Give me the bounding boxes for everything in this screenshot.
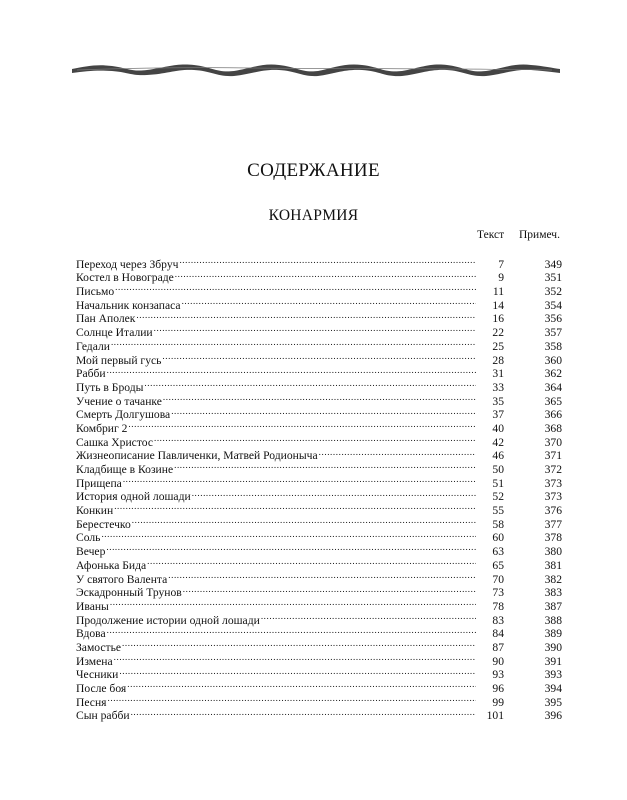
toc-entry-title: Солнце Италии [76, 326, 153, 340]
toc-entry-title: Продолжение истории одной лошади [76, 613, 260, 627]
toc-entry-title: После боя [76, 682, 127, 695]
toc-entry-title: Чесники [76, 668, 119, 682]
dot-leader [126, 678, 476, 692]
dot-leader [118, 665, 476, 679]
toc-entry-note-page: 387 [544, 599, 562, 613]
toc-entry-note-page: 372 [544, 463, 562, 476]
toc-entry-title: Начальник конзапаса [76, 298, 181, 312]
dot-leader [153, 322, 476, 336]
toc-entry-text-page: 90 [492, 654, 504, 668]
toc-entry-note-page: 371 [544, 449, 562, 463]
toc-entry-note-page: 383 [544, 586, 562, 600]
dot-leader [318, 446, 476, 460]
toc-entry-text-page: 28 [492, 353, 504, 367]
toc-entry-title: Смерть Долгушова [76, 408, 171, 422]
table-of-contents [76, 254, 564, 723]
toc-entry-note-page: 366 [544, 408, 562, 422]
toc-entry-note-page: 362 [544, 367, 562, 381]
toc-entry-text-page: 9 [498, 271, 504, 285]
toc-entry-text-page: 40 [492, 421, 504, 435]
toc-entry-note-page: 352 [544, 285, 562, 299]
toc-entry-text-page: 7 [498, 257, 504, 271]
toc-entry-title: Измена [76, 654, 113, 668]
toc-entry-text-page: 58 [492, 517, 504, 531]
dot-leader [174, 268, 476, 282]
toc-entry-title: Рабби [76, 367, 106, 381]
toc-entry-note-page: 365 [544, 394, 562, 408]
toc-entry-note-page: 356 [544, 312, 562, 326]
dot-leader [113, 651, 476, 665]
dot-leader [109, 596, 476, 610]
toc-entry-note-page: 393 [544, 668, 562, 682]
toc-entry-text-page: 73 [492, 586, 504, 600]
toc-entry-title: Учение о тачанке [76, 394, 162, 408]
toc-entry-title: Иваны [76, 599, 109, 613]
dot-leader [122, 473, 476, 487]
toc-entry-text-page: 25 [492, 339, 504, 353]
toc-entry-note-page: 357 [544, 326, 562, 340]
toc-entry-title: Путь в Броды [76, 380, 144, 394]
toc-entry-note-page: 354 [544, 298, 562, 312]
toc-entry-text-page: 37 [492, 408, 504, 422]
toc-entry-note-page: 373 [544, 490, 562, 504]
dot-leader [127, 418, 476, 432]
toc-entry-text-page: 22 [492, 326, 504, 340]
toc-entry-title: У святого Валента [76, 572, 168, 586]
toc-entry-note-page: 391 [544, 654, 562, 668]
dot-leader [143, 377, 476, 391]
toc-entry-text-page: 63 [492, 545, 504, 559]
toc-entry-title: Письмо [76, 285, 115, 299]
toc-entry-text-page: 11 [492, 285, 504, 299]
toc-entry-title: Эскадронный Трунов [76, 586, 182, 600]
toc-entry-note-page: 389 [544, 627, 562, 641]
toc-entry-text-page: 96 [492, 682, 504, 695]
toc-entry-note-page: 351 [544, 271, 562, 285]
toc-entry-text-page: 60 [492, 531, 504, 545]
toc-entry-title: Берестечко [76, 517, 131, 531]
toc-entry-title: Прищепа [76, 476, 122, 490]
toc-entry-text-page: 83 [492, 613, 504, 627]
toc-entry-title: Кладбище в Козине [76, 463, 174, 476]
toc-entry-text-page: 78 [492, 599, 504, 613]
toc-entry-title: Сын рабби [76, 709, 130, 723]
decorative-wave-ornament [72, 56, 560, 82]
dot-leader [113, 500, 476, 514]
toc-entry-text-page: 93 [492, 668, 504, 682]
dot-leader [173, 459, 476, 473]
toc-entry-note-page: 368 [544, 421, 562, 435]
toc-entry-title: Замостье [76, 640, 122, 654]
toc-entry-title: Афонька Бида [76, 558, 147, 572]
dot-leader [162, 391, 476, 405]
dot-leader [161, 350, 476, 364]
toc-entry-note-page: 358 [544, 339, 562, 353]
toc-entry-text-page: 101 [486, 709, 504, 723]
toc-entry-note-page: 360 [544, 353, 562, 367]
dot-leader [182, 583, 476, 597]
toc-entry-text-page: 99 [492, 695, 504, 709]
toc-entry-note-page: 381 [544, 558, 562, 572]
dot-leader [121, 637, 476, 651]
toc-entry-title: Конкин [76, 504, 114, 518]
dot-leader [146, 555, 476, 569]
toc-entry-text-page: 87 [492, 640, 504, 654]
toc-entry-title: Вечер [76, 545, 106, 559]
toc-entry-note-page: 370 [544, 435, 562, 449]
dot-leader [167, 569, 476, 583]
dot-leader [106, 624, 476, 638]
dot-leader [181, 295, 476, 309]
toc-entry-text-page: 31 [492, 367, 504, 381]
toc-entry-text-page: 51 [492, 476, 504, 490]
toc-entry-note-page: 364 [544, 380, 562, 394]
toc-entry-title: Песня [76, 695, 107, 709]
toc-entry-note-page: 378 [544, 531, 562, 545]
toc-entry-title: Сашка Христос [76, 435, 153, 449]
toc-entry-note-page: 376 [544, 504, 562, 518]
toc-entry-title: Жизнеописание Павличенки, Матвей Родионыча [76, 449, 318, 463]
dot-leader [106, 364, 476, 378]
toc-entry-title: Пан Аполек [76, 312, 136, 326]
toc-entry-text-page: 16 [492, 312, 504, 326]
toc-entry-text-page: 35 [492, 394, 504, 408]
toc-entry-note-page: 396 [544, 709, 562, 723]
toc-entry-text-page: 46 [492, 449, 504, 463]
toc-entry-text-page: 33 [492, 380, 504, 394]
dot-leader [110, 336, 476, 350]
toc-entry-note-page: 388 [544, 613, 562, 627]
toc-entry-title: Вдова [76, 627, 106, 641]
dot-leader [107, 692, 477, 706]
toc-entry-text-page: 70 [492, 572, 504, 586]
toc-entry-text-page: 52 [492, 490, 504, 504]
toc-entry-title: Мой первый гусь [76, 353, 162, 367]
toc-entry-note-page: 349 [544, 257, 562, 271]
toc-entry-text-page: 55 [492, 504, 504, 518]
dot-leader [100, 528, 476, 542]
column-header-notes: Примеч. [519, 229, 560, 241]
toc-entry-note-page: 390 [544, 640, 562, 654]
dot-leader [114, 281, 476, 295]
toc-entry-note-page: 395 [544, 695, 562, 709]
toc-entry-title: Соль [76, 531, 101, 545]
dot-leader [131, 514, 476, 528]
section-title: КОНАРМИЯ [268, 207, 359, 224]
dot-leader [170, 405, 476, 419]
dot-leader [260, 610, 476, 624]
toc-entry-note-page: 382 [544, 572, 562, 586]
toc-entry-note-page: 394 [544, 682, 562, 695]
toc-entry-text-page: 14 [492, 298, 504, 312]
toc-entry-text-page: 84 [492, 627, 504, 641]
dot-leader [178, 254, 476, 268]
column-header-text: Текст [477, 229, 505, 241]
toc-entry-title: Гедали [76, 339, 110, 353]
toc-entry-note-page: 373 [544, 476, 562, 490]
dot-leader [153, 432, 476, 446]
toc-entry-text-page: 42 [492, 435, 504, 449]
dot-leader [135, 309, 476, 323]
toc-entry-note-page: 377 [544, 517, 562, 531]
toc-entry-title: Костел в Новограде [76, 271, 174, 285]
toc-entry-title: История одной лошади [76, 490, 191, 504]
toc-entry-text-page: 50 [492, 463, 504, 476]
dot-leader [105, 541, 476, 555]
toc-entry-note-page: 380 [544, 545, 562, 559]
toc-entry-title: Комбриг 2 [76, 421, 128, 435]
dot-leader [191, 487, 476, 501]
page-title: СОДЕРЖАНИЕ [247, 160, 380, 181]
dot-leader [130, 706, 476, 720]
toc-entry [76, 254, 564, 271]
toc-entry-title: Переход через Збруч [76, 257, 179, 271]
toc-entry-text-page: 65 [492, 558, 504, 572]
